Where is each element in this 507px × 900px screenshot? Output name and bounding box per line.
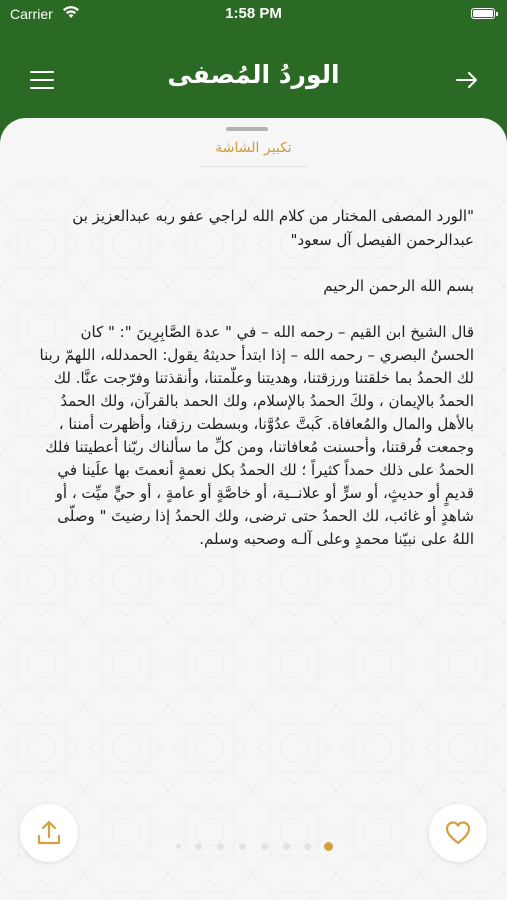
- heart-icon: [444, 820, 472, 846]
- carrier-label: Carrier: [10, 6, 53, 22]
- status-bar: [0, 0, 507, 30]
- page-dot[interactable]: [217, 843, 224, 850]
- page-dot-active[interactable]: [324, 842, 333, 851]
- share-icon: [35, 819, 63, 847]
- share-button[interactable]: [20, 804, 78, 862]
- page-dot[interactable]: [176, 844, 181, 849]
- favorite-button[interactable]: [429, 804, 487, 862]
- zoom-screen-button[interactable]: تكبير الشاشة: [215, 140, 292, 156]
- supplication-paragraph: قال الشيخ ابن القيم – رحمه الله – في " عدة الصَّابِرِينَ ": " كان الحسنُ البصري – رحمه الله – إذا ابتدأ حديثهُ يقول: الحمدلله، اللهمّ ربنا لك الحمدُ بما خلقتنا ورزقتنا، وهديتنا وعلّمتنا، وأنقذتنا وفرّجت عنَّا. لك الحمدُ بالإيمان ، ولكَ الحمدُ بالإسلام، ولك الحمد بالقرآن، ولك الحمدُ بالأهل والمال والمُعافاة. كَبتَّ عدُوَّنا، وبسطت رزقنا، وأظهرت أمننا ، وجمعت فُرقتنا، وأحسنت مُعافاتنا، ومن كلِّ ما سألناك ربّنا أعطيتنا فلك الحمدُ على ذلك حمداً كثيراً ؛ لك الحمدُ بكل نعمةٍ أنعمتَ بها علَينا في قديمٍ أو حديثٍ، أو سرٍّ أو علانــية، أو خاصَّةٍ أو عامةٍ ، أو حيٍّ ميِّت ، أو شاهدٍ أو غائب، لك الحمدُ حتى ترضى، ولك الحمدُ إذا رضيتَ " وصلّى اللهُ على نبيّنا محمدٍ وعلى آلـه وصحبه وسلم.: [39, 323, 474, 548]
- drag-handle[interactable]: [226, 127, 268, 131]
- page-dot[interactable]: [239, 843, 246, 850]
- page-dot[interactable]: [261, 843, 268, 850]
- content-card: [0, 118, 507, 900]
- separator: [200, 166, 308, 167]
- page-indicator[interactable]: [173, 840, 339, 852]
- intro-paragraph: "الورد المصفى المختار من كلام الله لراجي عفو ربه عبدالعزيز بن عبدالرحمن الفيصل آل سعود": [72, 207, 474, 249]
- basmala-paragraph: بسم الله الرحمن الرحيم: [323, 277, 474, 295]
- page-dot[interactable]: [195, 843, 202, 850]
- wird-text: [36, 204, 474, 574]
- page-title: الوردُ المُصفى: [167, 60, 340, 89]
- arrow-right-icon[interactable]: [447, 64, 487, 96]
- clock: 1:58 PM: [225, 5, 282, 22]
- page-dot[interactable]: [304, 843, 311, 850]
- battery-icon: [471, 8, 495, 19]
- navigation-bar: [0, 48, 507, 112]
- page-dot[interactable]: [283, 843, 290, 850]
